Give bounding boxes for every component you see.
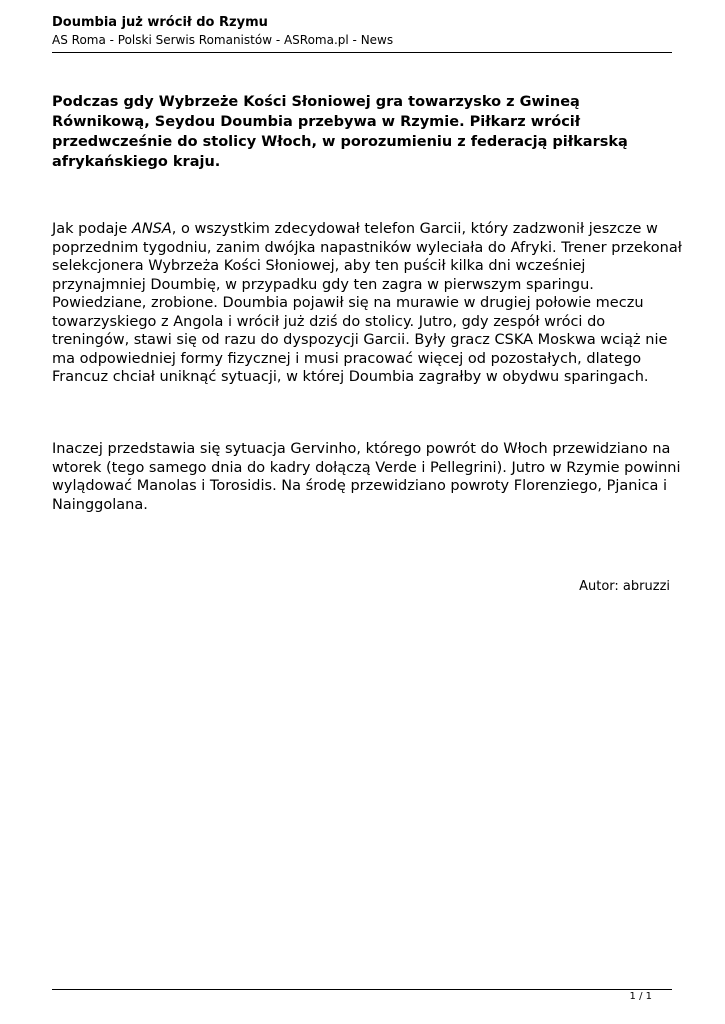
- article-author: Autor: abruzzi: [579, 579, 670, 594]
- paragraph-1-prefix: Jak podaje: [52, 221, 132, 237]
- article-title: Doumbia już wrócił do Rzymu: [52, 15, 268, 30]
- site-subtitle: AS Roma - Polski Serwis Romanistów - ASRoma.pl - News: [52, 33, 394, 47]
- page-header: [52, 14, 672, 49]
- footer-divider: [52, 989, 672, 990]
- page-number: 1 / 1: [629, 991, 652, 1002]
- article-paragraph-2: Inaczej przedstawia się sytuacja Gervinho, którego powrót do Włoch przewidziano na wtorek (tego samego dnia do kadry dołączą Verde i Pellegrini). Jutro w Rzymie powinni wylądować Manolas i Torosidis. Na środę przewidziano powroty Florenziego, Pjanica i Nainggolana.: [52, 441, 681, 513]
- source-name: ANSA: [131, 221, 172, 237]
- paragraph-1-body: , o wszystkim zdecydował telefon Garcii, który zadzwonił jeszcze w poprzednim tygodniu, zanim dwójka napastników wyleciała do Afryki. Trener przekonał selekcjonera Wybrzeża Kości Słoniowej, aby ten puścił kilka dni wcześniej przynajmniej Doumbię, w przypadku gdy ten zagra w pierwszym sparingu. Powiedziane, zrobione. Doumbia pojawił się na murawie w drugiej połowie meczu towarzyskiego z Angola i wrócił już dziś do stolicy. Jutro, gdy zespół wróci do treningów, stawi się od razu do dyspozycji Garcii. Były gracz CSKA Moskwa wciąż nie ma odpowiedniej formy fizycznej i musi pracować więcej od pozostałych, dlatego Francuz chciał uniknąć sytuacji, w której Doumbia zagrałby w obydwu sparingach.: [52, 221, 682, 385]
- article-lead: Podczas gdy Wybrzeże Kości Słoniowej gra towarzysko z Gwineą Równikową, Seydou Doumbia przebywa w Rzymie. Piłkarz wrócił przedwcześnie do stolicy Włoch, w porozumieniu z federacją piłkarską afrykańskiego kraju.: [52, 94, 628, 170]
- article-paragraph-1: [52, 220, 682, 387]
- header-divider: [52, 52, 672, 53]
